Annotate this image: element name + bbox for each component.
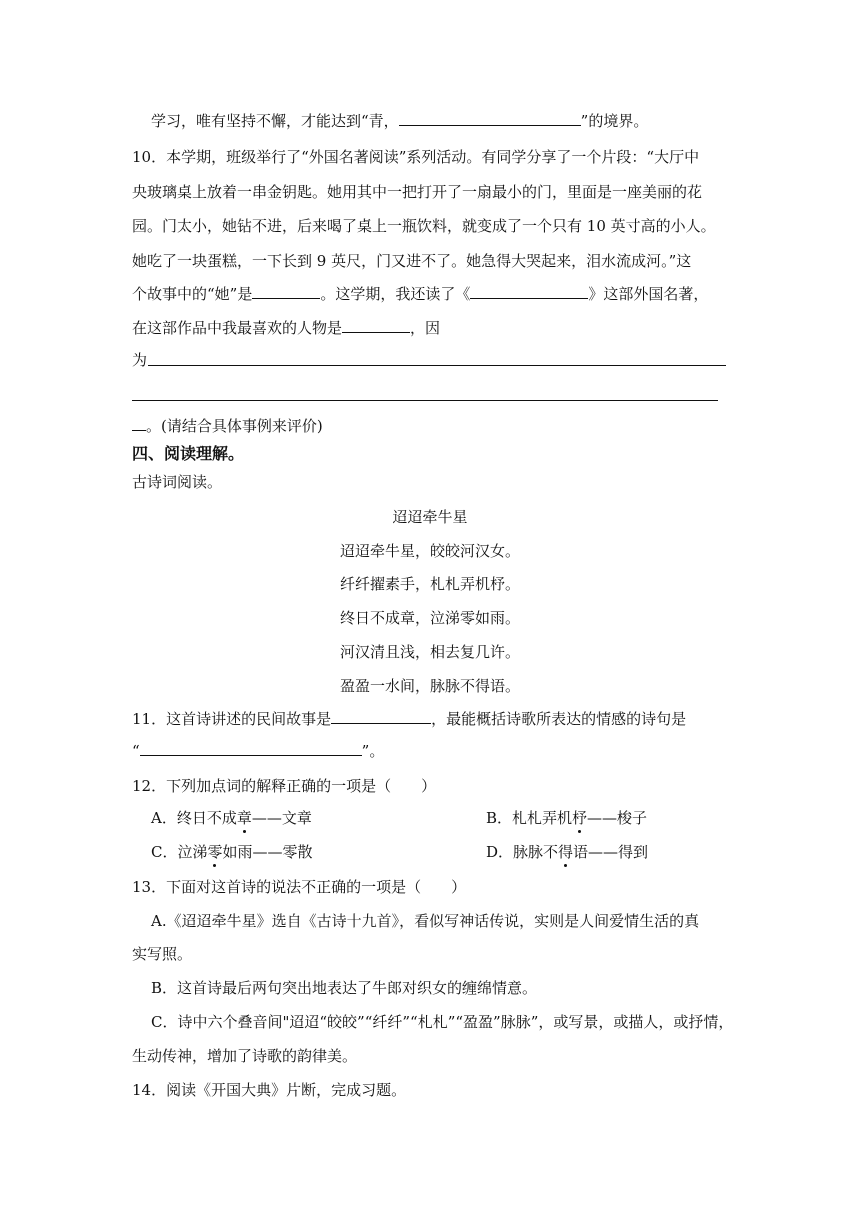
q10-she-blank[interactable] bbox=[252, 284, 320, 299]
q10-she-label: 个故事中的“她”是 bbox=[132, 285, 253, 303]
q12-a-post: ——文章 bbox=[251, 809, 312, 827]
q10-line-5 bbox=[132, 284, 708, 304]
q9-text-before: 学习，唯有坚持不懈，才能达到“青， bbox=[151, 112, 399, 130]
q12-option-b[interactable] bbox=[486, 808, 647, 828]
q12-b-pre: B．札札弄机 bbox=[486, 809, 573, 827]
q13-option-a-line-1[interactable]: A.《迢迢牵牛星》选自《古诗十九首》，看似写神话传说，实则是人间爱情生活的真 bbox=[151, 912, 700, 930]
q12-option-d[interactable] bbox=[486, 842, 648, 862]
q9-answer-blank[interactable] bbox=[399, 111, 581, 126]
q12-option-a[interactable] bbox=[151, 808, 312, 828]
q14-stem: 14．阅读《开国大典》片断，完成习题。 bbox=[132, 1081, 407, 1099]
q11-verse-blank[interactable] bbox=[140, 741, 362, 756]
q12-option-c[interactable] bbox=[151, 842, 313, 862]
q11-open-quote: “ bbox=[132, 742, 140, 760]
q10-reason-blank-1[interactable] bbox=[148, 365, 726, 366]
q12-b-post: ——梭子 bbox=[587, 809, 648, 827]
q13-stem: 13．下面对这首诗的说法不正确的一项是（ ） bbox=[132, 878, 467, 896]
q11-story-label: 11．这首诗讲述的民间故事是 bbox=[132, 710, 332, 728]
q11-close-quote: ”。 bbox=[361, 742, 385, 760]
q10-line-2: 央玻璃桌上放着一串金钥匙。她用其中一把打开了一扇最小的门，里面是一座美丽的花 bbox=[132, 183, 703, 201]
q10-book-blank[interactable] bbox=[470, 284, 588, 299]
q13-option-b[interactable]: B．这首诗最后两句突出地表达了牛郎对织女的缠绵情意。 bbox=[151, 979, 538, 997]
poem-title: 迢迢牵牛星 bbox=[392, 508, 468, 526]
q13-option-c-line-2: 生动传神，增加了诗歌的韵律美。 bbox=[132, 1047, 358, 1065]
q12-c-dotted: 零 bbox=[207, 843, 223, 861]
q10-line-1: 10．本学期，班级举行了“外国名著阅读”系列活动。有同学分享了一个片段：“大厅中 bbox=[132, 148, 700, 166]
q10-hint: 。(请结合具体事例来评价) bbox=[146, 417, 323, 435]
q12-d-dotted: 得 bbox=[558, 843, 574, 861]
q11-verse-label: ，最能概括诗歌所表达的情感的诗句是 bbox=[431, 710, 687, 728]
q11-line-2 bbox=[132, 741, 384, 761]
q10-line-4: 她吃了一块蛋糕，一下长到 9 英尺，门又进不了。她急得大哭起来，泪水流成河。”这 bbox=[132, 252, 692, 270]
q10-line-7 bbox=[132, 350, 147, 370]
section-4-heading: 四、阅读理解。 bbox=[132, 444, 245, 463]
poem-line-5: 盈盈一水间，脉脉不得语。 bbox=[339, 677, 520, 695]
q9-text-after: ”的境界。 bbox=[580, 112, 649, 130]
poem-line-2: 纤纤擢素手，札札弄机杼。 bbox=[339, 575, 520, 593]
q10-line-9 bbox=[132, 416, 323, 436]
q11-line-1 bbox=[132, 709, 686, 729]
q10-character-label: 在这部作品中我最喜欢的人物是 bbox=[132, 319, 343, 337]
q12-c-pre: C．泣涕 bbox=[151, 843, 208, 861]
poem-line-3: 终日不成章，泣涕零如雨。 bbox=[339, 609, 520, 627]
q10-character-blank[interactable] bbox=[342, 318, 410, 333]
q10-read-label: 。这学期，我还读了《 bbox=[320, 285, 471, 303]
q13-option-c-line-1[interactable]: C．诗中六个叠音间"迢迢“皎皎”“纤纤”“札札”“盈盈”脉脉”，或写景，或描人，或抒情， bbox=[151, 1013, 734, 1031]
q12-a-pre: A．终日不成 bbox=[151, 809, 237, 827]
q10-book-suffix: 》这部外国名著， bbox=[588, 285, 709, 303]
q12-b-dotted: 杼 bbox=[572, 809, 588, 827]
q12-a-dotted: 章 bbox=[236, 809, 252, 827]
q12-stem: 12．下列加点词的解释正确的一项是（ ） bbox=[132, 777, 437, 795]
q12-d-pre: D．脉脉不 bbox=[486, 843, 559, 861]
poem-line-1: 迢迢牵牛星，皎皎河汉女。 bbox=[339, 542, 520, 560]
q13-option-a-line-2: 实写照。 bbox=[132, 945, 193, 963]
q12-c-post: 如雨——零散 bbox=[222, 843, 313, 861]
q10-line-3: 园。门太小，她钻不进，后来喝了桌上一瓶饮料，就变成了一个只有 10 英寸高的小人。 bbox=[132, 217, 716, 235]
q11-story-blank[interactable] bbox=[331, 709, 431, 724]
q12-d-post: 语——得到 bbox=[573, 843, 649, 861]
poem-line-4: 河汉清且浅，相去复几许。 bbox=[339, 643, 520, 661]
q10-reason-label: 为 bbox=[132, 351, 148, 369]
q10-reason-blank-2[interactable] bbox=[132, 400, 718, 401]
q10-line-6 bbox=[132, 318, 440, 338]
section-4-subheading: 古诗词阅读。 bbox=[132, 473, 223, 491]
q9-tail-line bbox=[151, 111, 648, 131]
q10-because-label: ，因 bbox=[410, 319, 441, 337]
q10-reason-blank-3[interactable] bbox=[132, 416, 146, 431]
